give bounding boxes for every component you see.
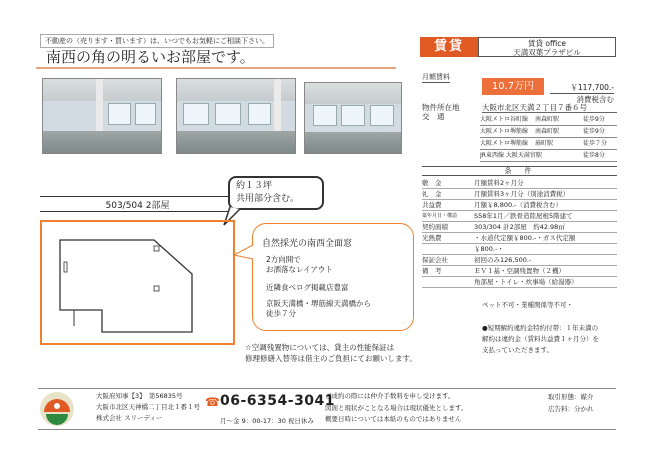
condition-row [422,244,617,255]
price-detail [550,82,614,105]
room-photo-2 [176,78,296,154]
features-layout-line2: お洒落なレイアウト [266,265,333,274]
condition-key: 共益費 [422,201,442,209]
condition-row [422,266,617,277]
transaction-type: 取引形態：媒介 [548,393,594,401]
station-walk: 徒歩７分 [583,140,608,147]
penalty-note-line2: 解約は違約金（賃料共益費１ヶ月分）を [482,335,599,343]
pets-note: ペット不可・業種関係等不可・ [482,301,573,309]
condition-key [422,277,474,287]
headline: 南西の角の明るいお部屋です。 [36,47,396,69]
price-label: 月額賃料 [422,73,450,81]
condition-key: 光熱費 [422,234,442,242]
features-layout [266,255,333,275]
condition-row [422,233,617,244]
building-type: 賃貸 office [528,39,566,48]
address-label: 物件所在地 [422,103,460,112]
condition-key: 築年月日・構造 [422,213,458,219]
notice-text: 不動産の（売ります・買います）は、いつでもお気軽にご相談下さい。 [40,34,274,48]
station-row [480,114,617,126]
station-name: 扇町駅 [535,140,554,147]
aircon-remark-line1: ☆空調残置物については、貸主の性能保証は [245,343,395,352]
disclaimer-line3: 概要日時については本紙のものではありません [325,415,462,423]
area-callout-line2: 共用部分含む。 [236,194,300,204]
room-photo-1 [42,78,162,154]
station-line: 大阪メトロ谷町線 [480,116,529,123]
station-row [480,138,617,150]
condition-row [422,222,617,233]
price-main: 10.7万円 [482,78,544,95]
area-callout-line1: 約１３坪 [236,181,273,191]
condition-key: 礼 金 [422,190,442,198]
penalty-note-line3: 支払っていただきます。 [482,346,553,354]
license-number: 大阪府知事【3】 第56835号 [96,392,183,400]
features-callout-pointer [232,243,258,263]
condition-value: S58年1月／鉄骨造陸屋根5階建て [474,212,573,220]
station-name: 南森町駅 [535,116,560,123]
condition-row [422,255,617,266]
address-value: 大阪市北区天満２丁目７番６号 [482,103,617,113]
conditions-table [422,178,617,288]
company-address: 大阪市北区天神橋二丁目北１番１号 [96,403,200,411]
phone-icon: ☎ [205,395,220,409]
condition-value: 角部屋・トイレ・炊事場（給湯器） [474,278,578,286]
condition-value: 初回のみ126,500.- [474,256,532,264]
condition-row [422,178,617,189]
features-access [266,299,371,319]
condition-row [422,189,617,200]
condition-value: 月額￥8,800.-（消費税含む） [474,201,563,209]
condition-key: 保証会社 [422,256,448,264]
station-walk: 徒歩9分 [583,116,605,123]
business-hours: 月～金 9：00-17：30 祝日休み [220,417,314,425]
condition-value: 303/304 計2部屋 約42.98㎡ [474,223,565,231]
company-logo [40,392,74,426]
station-line: JR東西線 大阪天満宮駅 [480,152,542,159]
condition-row [422,200,617,211]
company-info [96,391,200,424]
condition-row [422,277,617,288]
condition-row [422,211,617,222]
station-walk: 徒歩8分 [583,152,605,159]
condition-value: ・水道代定額￥800.-・ガス代定額 [474,234,576,242]
aircon-remark [245,342,417,364]
rental-badge: 賃貸 [420,37,478,57]
disclaimer-line2: 図面と現状がことなる場合は現状優先とします。 [325,403,468,412]
price-tax: 消費税含む [576,95,614,104]
station-name: 南森町駅 [535,128,560,135]
features-access-line1: 京阪天満橋・堺筋線天満橋から [266,299,371,308]
transport-label: 交 通 [422,112,445,121]
ad-fee: 広告料：分かれ [548,404,594,413]
station-walk: 徒歩9分 [583,128,605,135]
floor-plan-frame [40,220,235,345]
condition-key: 備 考 [422,267,442,275]
building-name-box [478,37,616,57]
condition-value: 月額賃料3ヶ月分（別途消費税） [474,190,570,198]
location-labels [422,103,460,121]
room-label: 503/504 2部屋 [105,201,170,211]
features-layout-line1: 2方向開で [266,255,301,264]
station-list [480,114,617,162]
conditions-header: 条 件 [422,166,617,176]
station-line: 大阪メトロ堺筋線 [480,128,529,135]
aircon-remark-line2: 修理修繕入替等は借主のご負担にてお願いします。 [245,354,417,363]
building-name: 天満双葉プラザビル [513,48,581,57]
condition-key [422,244,474,254]
disclaimer [325,391,467,426]
penalty-note-line1: ●短期解約違約金特約付帯：１年未満の [482,324,599,332]
features-title: 自然採光の南西全面窓 [262,239,353,249]
station-line: 大阪メトロ堺筋線 [480,140,529,147]
penalty-note [482,323,622,356]
disclaimer-line1: ご成約の際には仲介手数料を申し受けます。 [325,392,455,400]
condition-value: ￥800.-・ [474,245,504,253]
station-row [480,150,617,162]
room-photo-3 [304,82,402,154]
condition-key: 敷 金 [422,179,442,187]
condition-key: 契約面積 [422,223,448,231]
condition-value: ＥＶ１基・空調残置物（２機） [474,267,565,275]
floor-plan [42,222,233,343]
transaction-info [548,392,594,415]
phone-number[interactable]: 06-6354-3041 [220,393,336,409]
condition-value: 月額賃料2ヶ月分 [474,179,524,187]
features-restaurants: 近隣食べログ掲載店豊富 [266,283,349,292]
station-row [480,126,617,138]
features-access-line2: 徒歩７分 [266,309,296,318]
company-name: 株式会社 スリーディー [96,414,163,422]
price-yen: ￥117,700.- [550,82,614,94]
